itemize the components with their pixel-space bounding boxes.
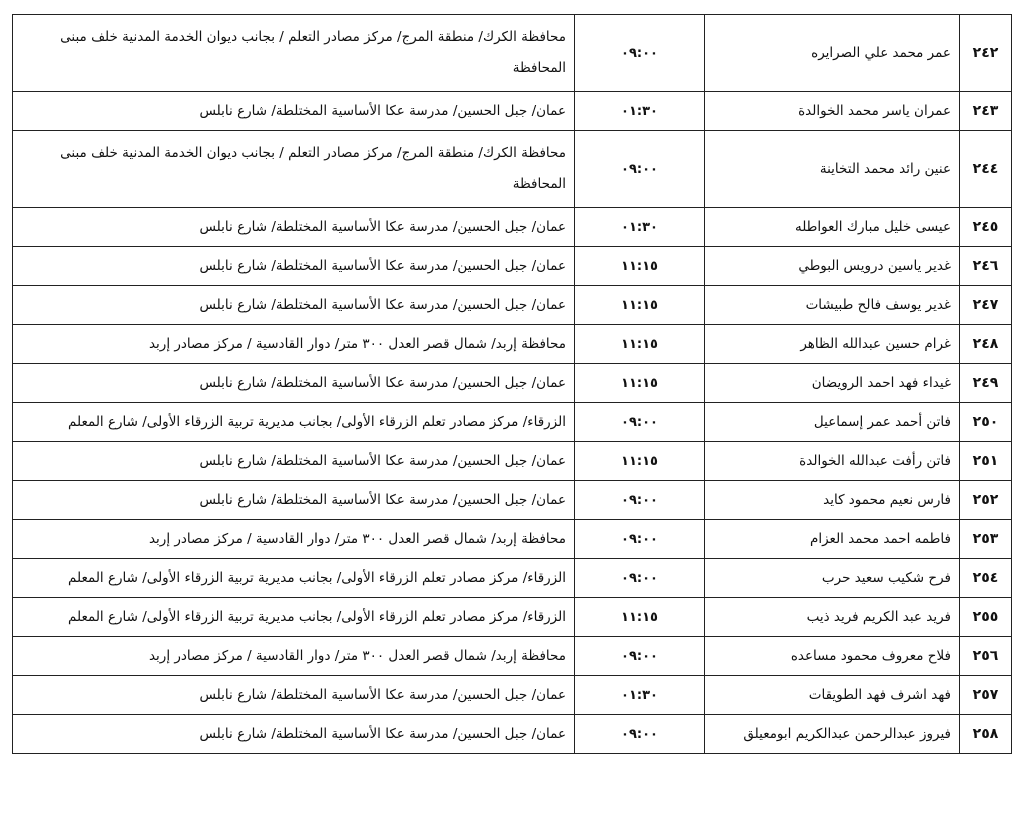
row-number: ٢٤٧ <box>960 286 1012 325</box>
exam-location: محافظة إربد/ شمال قصر العدل ٣٠٠ متر/ دوار القادسية / مركز مصادر إربد <box>13 520 575 559</box>
exam-location: عمان/ جبل الحسين/ مدرسة عكا الأساسية المختلطة/ شارع نابلس <box>13 208 575 247</box>
exam-time: ٠٩:٠٠ <box>575 637 705 676</box>
candidate-name: فارس نعيم محمود كايد <box>705 481 960 520</box>
exam-location: عمان/ جبل الحسين/ مدرسة عكا الأساسية المختلطة/ شارع نابلس <box>13 286 575 325</box>
exam-time: ١١:١٥ <box>575 286 705 325</box>
exam-time: ٠٩:٠٠ <box>575 715 705 754</box>
exam-time: ٠٩:٠٠ <box>575 481 705 520</box>
row-number: ٢٥٢ <box>960 481 1012 520</box>
candidate-name: عمر محمد علي الصرايره <box>705 15 960 92</box>
exam-location: الزرقاء/ مركز مصادر تعلم الزرقاء الأولى/ بجانب مديرية تربية الزرقاء الأولى/ شارع المعلم <box>13 403 575 442</box>
candidate-name: غرام حسين عبدالله الظاهر <box>705 325 960 364</box>
row-number: ٢٤٦ <box>960 247 1012 286</box>
exam-time: ٠١:٣٠ <box>575 92 705 131</box>
candidate-name: عنين رائد محمد التخاينة <box>705 131 960 208</box>
exam-time: ٠١:٣٠ <box>575 676 705 715</box>
row-number: ٢٤٣ <box>960 92 1012 131</box>
row-number: ٢٤٨ <box>960 325 1012 364</box>
exam-time: ١١:١٥ <box>575 247 705 286</box>
table-row <box>13 559 1012 598</box>
table-row <box>13 637 1012 676</box>
exam-time: ١١:١٥ <box>575 364 705 403</box>
candidate-name: فلاح معروف محمود مساعده <box>705 637 960 676</box>
candidate-name: غدير يوسف فالح طبيشات <box>705 286 960 325</box>
exam-location: عمان/ جبل الحسين/ مدرسة عكا الأساسية المختلطة/ شارع نابلس <box>13 442 575 481</box>
table-row <box>13 520 1012 559</box>
table-row <box>13 92 1012 131</box>
exam-time: ٠٩:٠٠ <box>575 520 705 559</box>
candidate-name: فهد اشرف فهد الطويقات <box>705 676 960 715</box>
candidate-name: فاتن رأفت عبدالله الخوالدة <box>705 442 960 481</box>
candidate-name: فريد عبد الكريم فريد ذيب <box>705 598 960 637</box>
candidate-name: فيروز عبدالرحمن عبدالكريم ابومعيلق <box>705 715 960 754</box>
exam-location: عمان/ جبل الحسين/ مدرسة عكا الأساسية المختلطة/ شارع نابلس <box>13 364 575 403</box>
row-number: ٢٤٥ <box>960 208 1012 247</box>
exam-location: عمان/ جبل الحسين/ مدرسة عكا الأساسية المختلطة/ شارع نابلس <box>13 676 575 715</box>
table-row <box>13 208 1012 247</box>
table-row <box>13 364 1012 403</box>
row-number: ٢٤٤ <box>960 131 1012 208</box>
table-row <box>13 403 1012 442</box>
table-row <box>13 286 1012 325</box>
table-row <box>13 131 1012 208</box>
candidate-name: فرح شكيب سعيد حرب <box>705 559 960 598</box>
exam-time: ٠٩:٠٠ <box>575 131 705 208</box>
candidate-name: عمران ياسر محمد الخوالدة <box>705 92 960 131</box>
row-number: ٢٥٠ <box>960 403 1012 442</box>
exam-location: محافظة إربد/ شمال قصر العدل ٣٠٠ متر/ دوار القادسية / مركز مصادر إربد <box>13 637 575 676</box>
table-row <box>13 481 1012 520</box>
exam-location: محافظة الكرك/ منطقة المرج/ مركز مصادر التعلم / بجانب ديوان الخدمة المدنية خلف مبنى المحافظة <box>13 131 575 208</box>
exam-location: الزرقاء/ مركز مصادر تعلم الزرقاء الأولى/ بجانب مديرية تربية الزرقاء الأولى/ شارع المعلم <box>13 559 575 598</box>
table-row <box>13 676 1012 715</box>
row-number: ٢٥٨ <box>960 715 1012 754</box>
exam-time: ١١:١٥ <box>575 598 705 637</box>
row-number: ٢٥٤ <box>960 559 1012 598</box>
exam-location: عمان/ جبل الحسين/ مدرسة عكا الأساسية المختلطة/ شارع نابلس <box>13 715 575 754</box>
candidate-name: غيداء فهد احمد الرويضان <box>705 364 960 403</box>
row-number: ٢٥٥ <box>960 598 1012 637</box>
row-number: ٢٥١ <box>960 442 1012 481</box>
row-number: ٢٥٣ <box>960 520 1012 559</box>
exam-time: ١١:١٥ <box>575 325 705 364</box>
exam-time: ٠٩:٠٠ <box>575 403 705 442</box>
exam-location: محافظة إربد/ شمال قصر العدل ٣٠٠ متر/ دوار القادسية / مركز مصادر إربد <box>13 325 575 364</box>
table-row <box>13 442 1012 481</box>
exam-location: الزرقاء/ مركز مصادر تعلم الزرقاء الأولى/ بجانب مديرية تربية الزرقاء الأولى/ شارع المعلم <box>13 598 575 637</box>
table-row <box>13 325 1012 364</box>
table-row <box>13 15 1012 92</box>
table-row <box>13 247 1012 286</box>
exam-time: ٠٩:٠٠ <box>575 559 705 598</box>
candidate-name: فاتن أحمد عمر إسماعيل <box>705 403 960 442</box>
exam-time: ٠٩:٠٠ <box>575 15 705 92</box>
table-row <box>13 715 1012 754</box>
candidate-name: غدير ياسين درويس البوطي <box>705 247 960 286</box>
row-number: ٢٥٦ <box>960 637 1012 676</box>
row-number: ٢٤٢ <box>960 15 1012 92</box>
exam-location: عمان/ جبل الحسين/ مدرسة عكا الأساسية المختلطة/ شارع نابلس <box>13 247 575 286</box>
exam-location: عمان/ جبل الحسين/ مدرسة عكا الأساسية المختلطة/ شارع نابلس <box>13 92 575 131</box>
table-row <box>13 598 1012 637</box>
exam-schedule-table <box>12 14 1012 754</box>
exam-time: ٠١:٣٠ <box>575 208 705 247</box>
row-number: ٢٥٧ <box>960 676 1012 715</box>
exam-location: عمان/ جبل الحسين/ مدرسة عكا الأساسية المختلطة/ شارع نابلس <box>13 481 575 520</box>
table-body <box>13 15 1012 754</box>
exam-location: محافظة الكرك/ منطقة المرج/ مركز مصادر التعلم / بجانب ديوان الخدمة المدنية خلف مبنى المحافظة <box>13 15 575 92</box>
row-number: ٢٤٩ <box>960 364 1012 403</box>
candidate-name: عيسى خليل مبارك العواطله <box>705 208 960 247</box>
candidate-name: فاطمه احمد محمد العزام <box>705 520 960 559</box>
exam-time: ١١:١٥ <box>575 442 705 481</box>
